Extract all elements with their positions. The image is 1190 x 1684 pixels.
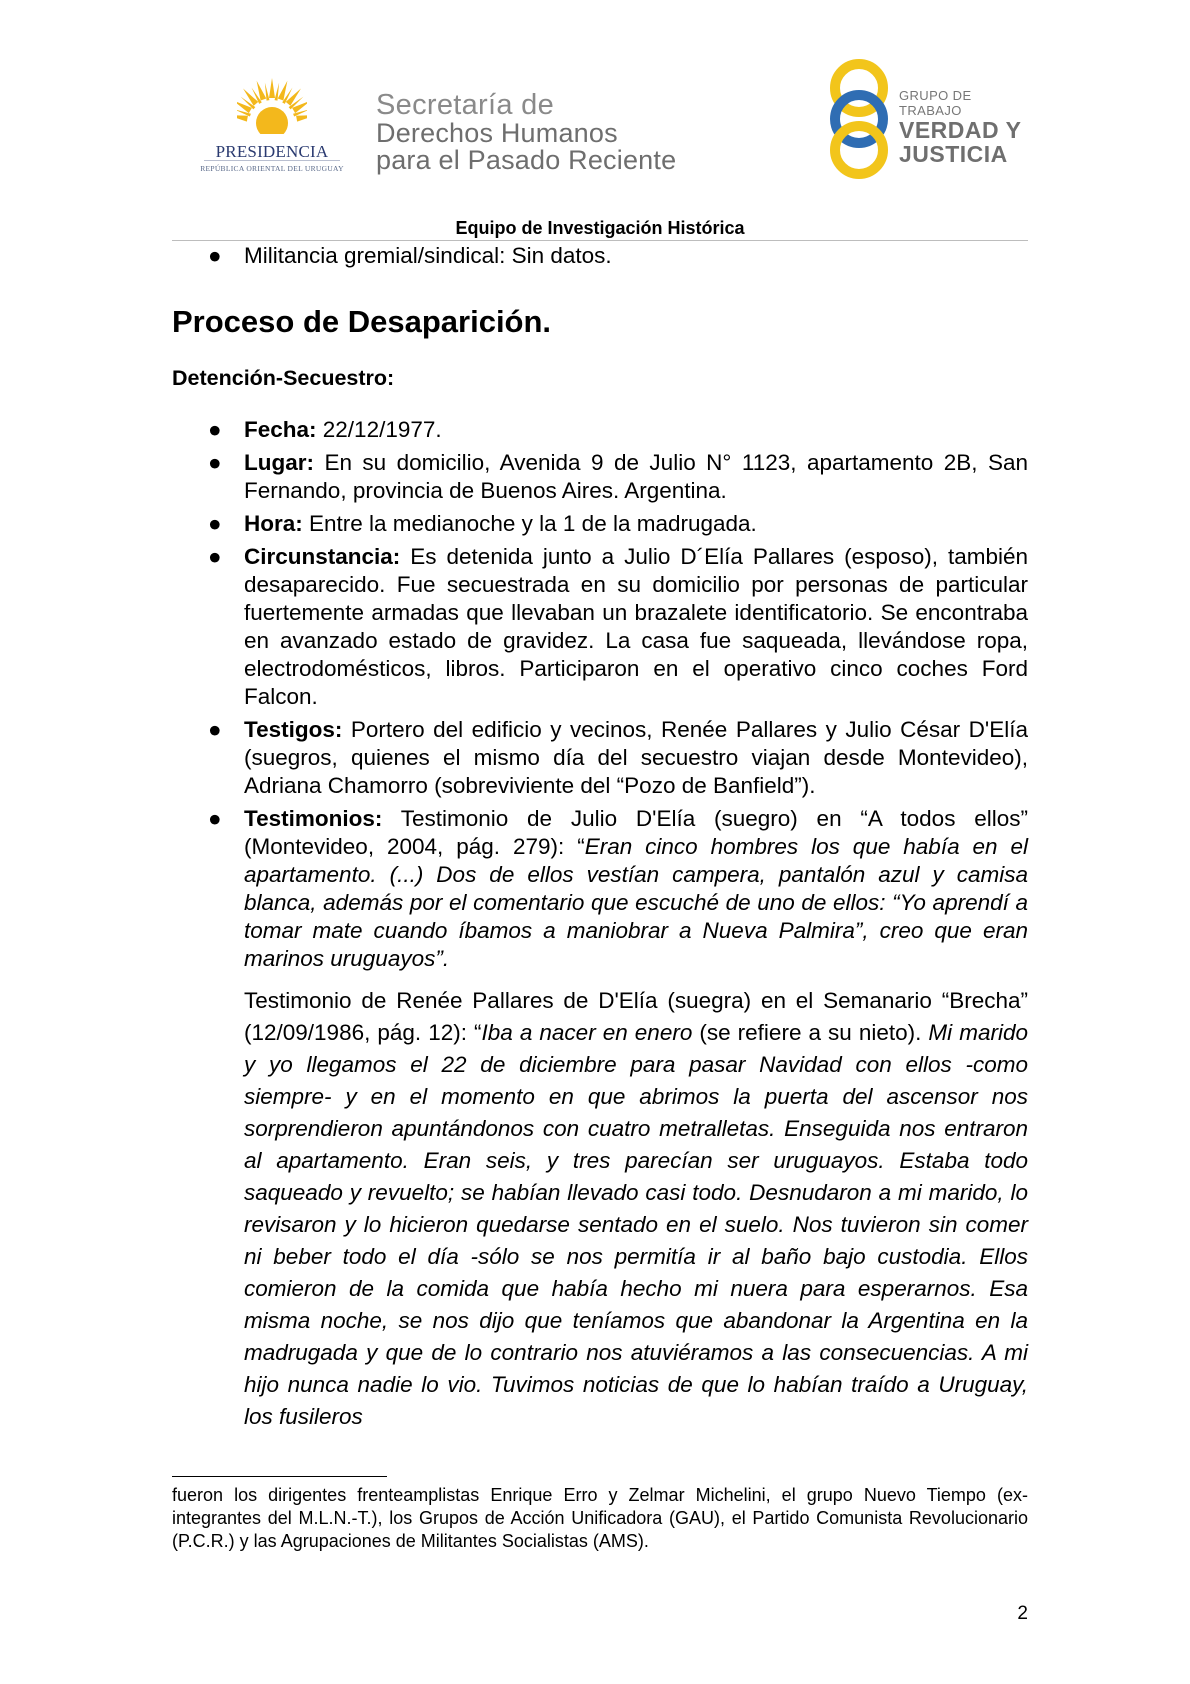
- secretaria-line-3: para el Pasado Reciente: [376, 145, 677, 175]
- bullet-icon: ●: [208, 450, 222, 475]
- testimonio-renee-aside: (se refiere a su nieto).: [692, 1020, 929, 1045]
- gvj-line-2: JUSTICIA: [899, 141, 1008, 167]
- sun-logo-icon: [237, 78, 307, 148]
- presidencia-title: PRESIDENCIA: [215, 142, 329, 161]
- testigos-label: Testigos:: [244, 717, 343, 742]
- footnote-rule: [172, 1476, 387, 1477]
- gvj-small-text: GRUPO DE TRABAJO: [899, 88, 972, 118]
- rings-logo-icon: [824, 58, 894, 180]
- bullet-icon: ●: [208, 806, 222, 831]
- testimonio-renee-quote-1: Iba a nacer en enero: [481, 1020, 693, 1045]
- testimonios-quote: Eran cinco hombres los que había en el apartamento. (...) Dos de ellos vestían campera, pantalón azul y camisa blanca, además por el comentario que escuché de uno de ellos: “Yo aprendí a tomar mate cuando íbamos a maniobrar a Nueva Palmira”, creo que eran marinos uruguayos”.: [244, 834, 1029, 971]
- subheading-detencion: Detención-Secuestro:: [172, 366, 395, 390]
- bullet-icon: ●: [208, 243, 222, 268]
- bullet-icon: ●: [208, 717, 222, 742]
- circunstancia-value: Es detenida junto a Julio D´Elía Pallares (esposo), también desaparecido. Fue secuestrada en su domicilio por personas de particular fuertemente armadas que llevaban un brazalete identificatorio. Se encontraba en avanzado estado de gravidez. La casa fue saqueada, llevándose ropa, electrodomésticos, libros. Participaron en el operativo cinco coches Ford Falcon.: [244, 544, 1028, 709]
- detencion-list: [172, 416, 1028, 973]
- verdad-justicia-logo: [824, 58, 1034, 180]
- fecha-label: Fecha:: [244, 417, 317, 442]
- list-item-testimonios: [172, 805, 1028, 973]
- list-item-hora: [172, 510, 1028, 538]
- lugar-value: En su domicilio, Avenida 9 de Julio N° 1123, apartamento 2B, San Fernando, provincia de Buenos Aires. Argentina.: [244, 450, 1028, 503]
- militancia-text: Militancia gremial/sindical: Sin datos.: [244, 243, 612, 268]
- secretaria-line-1: Secretaría de: [376, 89, 554, 121]
- gvj-line-1: VERDAD Y: [899, 117, 1022, 143]
- lugar-label: Lugar:: [244, 450, 314, 475]
- presidencia-subtitle: REPÚBLICA ORIENTAL DEL URUGUAY: [200, 164, 344, 173]
- list-item-testigos: [172, 716, 1028, 800]
- list-item-lugar: [172, 449, 1028, 505]
- page-number: 2: [1017, 1603, 1028, 1624]
- testimonio-renee-paragraph: [172, 985, 1028, 1433]
- secretaria-logo-text: [376, 90, 676, 174]
- secretaria-line-2: Derechos Humanos: [376, 118, 618, 148]
- presidencia-logo: [196, 78, 346, 178]
- testigos-value: Portero del edificio y vecinos, Renée Pallares y Julio César D'Elía (suegros, quienes el mismo día del secuestro viajan desde Montevideo), Adriana Chamorro (sobreviviente del “Pozo de Banfield”).: [244, 717, 1028, 798]
- bullet-icon: ●: [208, 544, 222, 569]
- list-item-fecha: [172, 416, 1028, 444]
- bullet-icon: ●: [208, 511, 222, 536]
- circunstancia-label: Circunstancia:: [244, 544, 401, 569]
- footnote-text: fueron los dirigentes frenteamplistas Enrique Erro y Zelmar Michelini, el grupo Nuevo Tiempo (ex- integrantes del M.L.N.-T.), los Grupos de Acción Unificadora (GAU), el Partido Comunista Revolucionario (P.C.R.) y las Agrupaciones de Militantes Socialistas (AMS).: [172, 1485, 1028, 1551]
- list-item-militancia: [172, 242, 1028, 270]
- fecha-value: 22/12/1977.: [316, 417, 442, 442]
- testimonio-renee-intro: Testimonio de Renée Pallares de D'Elía (suegra) en el Semanario “Brecha” (12/09/1986, pág. 12): “: [244, 988, 1028, 1045]
- hora-value: Entre la medianoche y la 1 de la madrugada.: [302, 511, 757, 536]
- testimonios-label: Testimonios:: [244, 806, 383, 831]
- testimonios-value: Testimonio de Julio D'Elía (suegro) en “A todos ellos” (Montevideo, 2004, pág. 279): “: [244, 806, 1028, 859]
- testimonio-renee-quote-2: Mi marido y yo llegamos el 22 de diciembre para pasar Navidad con ellos -como siempre- y en el momento en que abrimos la puerta del ascensor nos sorprendieron apuntándonos con cuatro metralletas. Enseguida nos entraron al apartamento. Eran seis, y tres parecían ser uruguayos. Estaba todo saqueado y revuelto; se habían llevado casi todo. Desnudaron a mi marido, lo revisaron y lo hicieron quedarse sentado en el suelo. Nos tuvieron sin comer ni beber todo el día -sólo se nos permitía ir al baño bajo custodia. Ellos comieron de la comida que había hecho mi nuera para esperarnos. Esa misma noche, se nos dijo que teníamos que abandonar la Argentina en la madrugada y que de lo contrario nos atuviéramos a las consecuencias. A mi hijo nunca nadie lo vio. Tuvimos noticias de que lo habían traído a Uruguay, los fusileros: [244, 1020, 1028, 1429]
- hora-label: Hora:: [244, 511, 303, 536]
- header-equipo: Equipo de Investigación Histórica: [455, 218, 745, 238]
- page-content: [172, 240, 1028, 1433]
- verdad-justicia-text: [899, 88, 1034, 166]
- bullet-icon: ●: [208, 417, 222, 442]
- list-item-circunstancia: [172, 543, 1028, 711]
- section-title: Proceso de Desaparición.: [172, 304, 552, 339]
